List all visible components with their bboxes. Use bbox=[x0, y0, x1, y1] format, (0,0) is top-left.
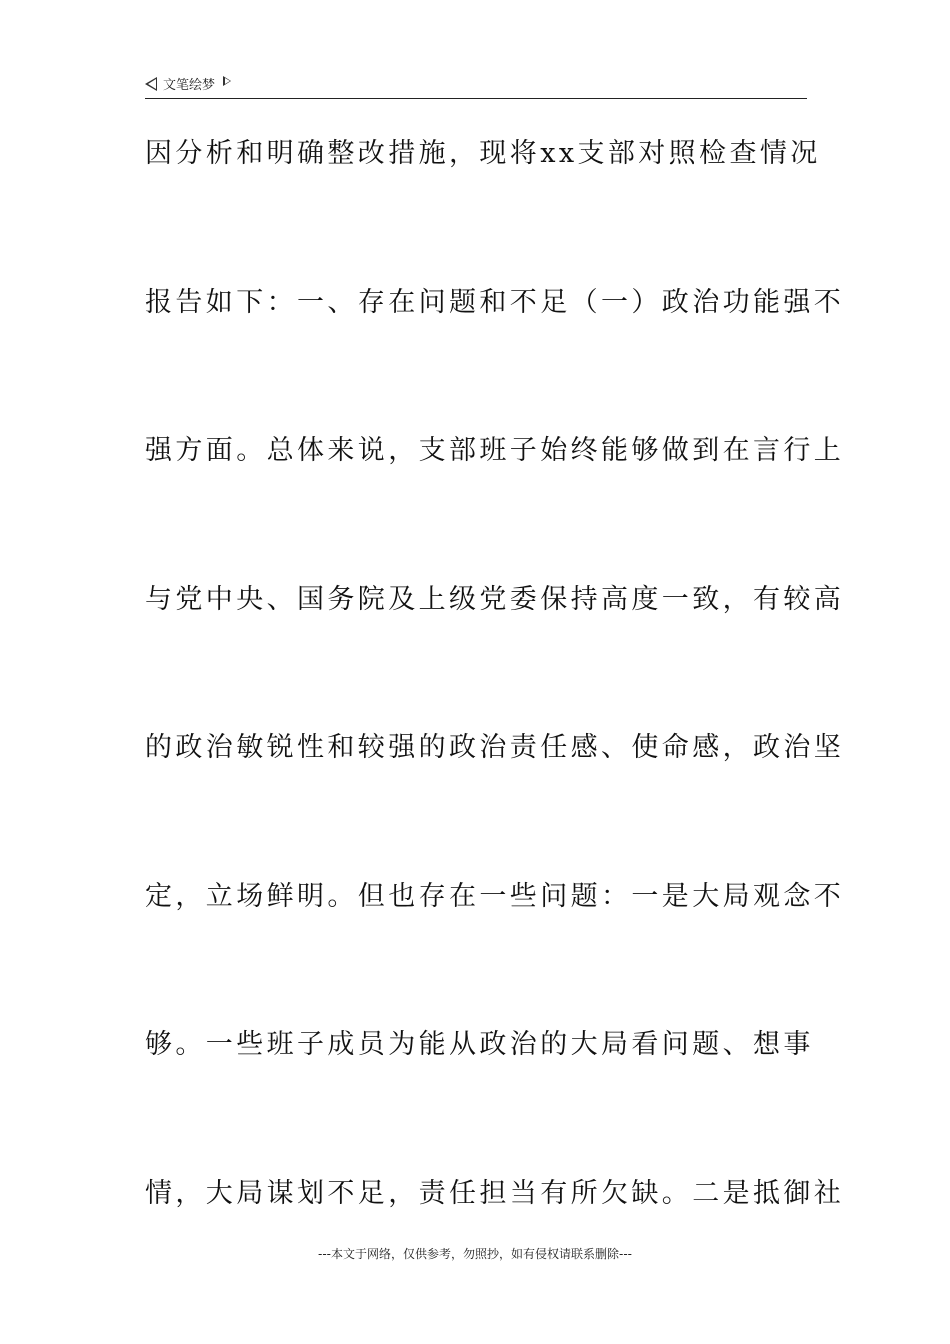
body-line: 的政治敏锐性和较强的政治责任感、使命感，政治坚 bbox=[145, 732, 845, 763]
header-brand-group bbox=[145, 74, 231, 93]
body-line: 定，立场鲜明。但也存在一些问题：一是大局观念不 bbox=[145, 880, 845, 912]
triangle-left-icon bbox=[145, 77, 157, 91]
body-line: 够。一些班子成员为能从政治的大局看问题、想事 bbox=[145, 1029, 814, 1060]
header-brand: 文笔绘梦 bbox=[163, 78, 216, 93]
body-line: 强方面。总体来说，支部班子始终能够做到在言行上 bbox=[145, 435, 845, 466]
triangle-right-icon bbox=[223, 76, 231, 86]
footer-notice: ---本文于网络，仅供参考，勿照抄，如有侵权请联系删除--- bbox=[318, 1247, 632, 1261]
page-header bbox=[145, 72, 807, 99]
body-line: 因分析和明确整改措施，现将xx支部对照检查情况 bbox=[145, 138, 821, 169]
body-line: 与党中央、国务院及上级党委保持高度一致，有较高 bbox=[145, 583, 845, 615]
body-line: 情，大局谋划不足，责任担当有所欠缺。二是抵御社 bbox=[145, 1177, 845, 1209]
document-body bbox=[145, 134, 845, 1322]
body-line: 报告如下：一、存在问题和不足（一）政治功能强不 bbox=[145, 286, 845, 318]
